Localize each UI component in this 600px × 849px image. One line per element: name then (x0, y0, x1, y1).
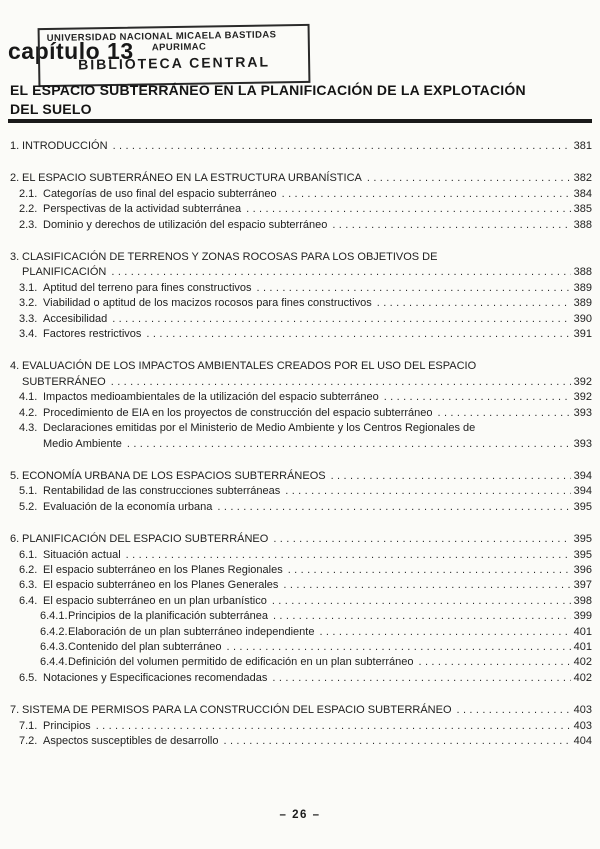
toc-entry-number: 4.2. (19, 406, 38, 419)
toc-entry-page: 381 (573, 140, 592, 152)
toc-entry (10, 171, 592, 186)
toc-entry-number: 4.1. (19, 391, 38, 404)
toc-entry (10, 359, 592, 390)
toc-entry-page: 393 (573, 406, 592, 419)
toc-entry-page: 392 (573, 391, 592, 404)
toc-dot-leader (332, 218, 570, 233)
toc-entry-number: 5.2. (19, 500, 38, 513)
toc-entry-label: PLANIFICACIÓN DEL ESPACIO SUBTERRÁNEO (22, 533, 269, 546)
toc-entry-body (43, 296, 592, 311)
toc-entry-number: 6. (10, 533, 20, 546)
page-title-line2: DEL SUELO (10, 101, 92, 117)
toc-entry-body (43, 484, 592, 499)
toc-entry-label: Definición del volumen permitido de edificación en un plan subterráneo (68, 656, 414, 669)
toc-dot-leader (319, 625, 570, 640)
toc-dot-leader (217, 500, 570, 515)
toc-entry-page: 390 (573, 312, 592, 325)
toc-entry (19, 406, 592, 421)
page-title (10, 81, 590, 119)
toc-entry-page: 388 (573, 266, 592, 279)
toc-entry-body (43, 187, 592, 202)
toc-entry (19, 578, 592, 593)
toc-entry-page: 395 (573, 533, 592, 546)
toc-entry-body (43, 421, 592, 452)
toc-dot-leader (223, 734, 570, 749)
toc-entry (19, 390, 592, 405)
toc-entry-line (43, 548, 592, 563)
toc-entry-label: Accesibilidad (43, 312, 108, 325)
toc-entry-label: El espacio subterráneo en un plan urbanístico (43, 594, 267, 607)
toc-entry-number: 6.3. (19, 579, 38, 592)
toc-entry-line (43, 594, 592, 609)
toc-entry-label: Rentabilidad de las construcciones subterráneas (43, 485, 281, 498)
footer-page-number: – 26 – (279, 809, 321, 821)
toc-entry (40, 640, 592, 655)
toc-dot-leader (331, 469, 571, 484)
toc-entry-body (22, 139, 592, 154)
toc-entry-label: SUBTERRÁNEO (22, 375, 106, 388)
toc-entry-label: Evaluación de la economía urbana (43, 500, 213, 513)
toc-entry-line (43, 406, 592, 421)
toc-entry-number: 2.2. (19, 203, 38, 216)
toc-entry (10, 532, 592, 547)
toc-entry-line (43, 578, 592, 593)
toc-entry-line (22, 532, 592, 547)
toc-entry-body (43, 594, 592, 609)
toc-entry-body (43, 734, 592, 749)
toc-entry-number: 3. (10, 251, 20, 264)
toc-entry-number: 3.4. (19, 328, 38, 341)
toc-dot-leader (112, 312, 570, 327)
toc-entry-line (43, 218, 592, 233)
toc-entry (19, 421, 592, 452)
toc-entry-label: Factores restrictivos (43, 328, 142, 341)
toc-entry-body (68, 609, 592, 624)
toc-dot-leader (285, 484, 570, 499)
toc-entry-number: 1. (10, 140, 20, 152)
toc-entry-body (68, 625, 592, 640)
toc-entry (10, 703, 592, 718)
toc-entry-page: 401 (573, 640, 592, 653)
page-header (0, 0, 600, 130)
toc-entry-page: 395 (573, 548, 592, 561)
toc-entry-page: 389 (573, 297, 592, 310)
toc-entry-label: Categorías de uso final del espacio subterráneo (43, 187, 277, 200)
toc-entry-page: 394 (573, 485, 592, 498)
toc-entry-number: 7.1. (19, 719, 38, 732)
toc-entry-label: Medio Ambiente (43, 437, 122, 450)
toc-entry-body (22, 532, 592, 547)
toc-entry-body (43, 500, 592, 515)
toc-entry-body (43, 202, 592, 217)
toc-entry-number: 7.2. (19, 735, 38, 747)
toc-entry (10, 139, 592, 154)
toc-entry-page: 382 (573, 172, 592, 185)
toc-entry-page: 402 (573, 656, 592, 669)
toc-entry-label: PLANIFICACIÓN (22, 266, 107, 279)
toc-entry-label: Impactos medioambientales de la utilización del espacio subterráneo (43, 391, 379, 404)
toc-entry-body (43, 671, 592, 686)
toc-entry-page: 397 (573, 579, 592, 592)
toc-entry-line (43, 202, 592, 217)
toc-entry-number: 6.4.1. (40, 610, 68, 623)
title-underline (8, 119, 592, 123)
toc-entry-body (22, 703, 592, 718)
toc-entry-body (43, 312, 592, 327)
toc-entry (19, 719, 592, 734)
toc-entry-page: 399 (573, 610, 592, 623)
toc-entry-number: 3.1. (19, 281, 38, 294)
toc-entry-line (43, 671, 592, 686)
toc-dot-leader (227, 640, 571, 655)
toc-entry-body (68, 655, 592, 670)
toc-entry-line (68, 640, 592, 655)
toc-entry-number: 6.1. (19, 548, 38, 561)
toc-entry (19, 563, 592, 578)
toc-entry-page: 404 (573, 735, 592, 747)
toc-entry (19, 734, 592, 749)
toc-entry-number: 7. (10, 704, 20, 717)
toc-entry-number: 5.1. (19, 485, 38, 498)
toc-entry-page: 388 (573, 218, 592, 231)
toc-dot-leader (257, 281, 571, 296)
toc-entry-number: 2.3. (19, 218, 38, 231)
stamp-university-name: UNIVERSIDAD NACIONAL MICAELA BASTIDAS (46, 29, 277, 44)
toc-entry-body (22, 171, 592, 186)
toc-entry-label: Notaciones y Especificaciones recomendadas (43, 671, 268, 684)
toc-entry-line (43, 719, 592, 734)
toc-entry-body (68, 640, 592, 655)
toc-dot-leader (272, 594, 571, 609)
toc-entry (19, 500, 592, 515)
toc-entry (19, 484, 592, 499)
toc-entry (19, 296, 592, 311)
toc-entry-page: 389 (573, 281, 592, 294)
toc-entry-body (22, 359, 592, 390)
toc-dot-leader (126, 548, 571, 563)
toc-entry-number: 4. (10, 360, 20, 373)
toc-entry-line (43, 327, 592, 342)
toc-entry-line (68, 655, 592, 670)
toc-dot-leader (111, 265, 570, 280)
toc-entry-page: 385 (573, 203, 592, 216)
toc-entry-number: 2.1. (19, 187, 38, 200)
toc-dot-leader (367, 171, 571, 186)
library-stamp (38, 24, 311, 87)
toc-entry-body (43, 281, 592, 296)
toc-entry-line (43, 734, 592, 749)
toc-entry-label: Elaboración de un plan subterráneo independiente (68, 625, 315, 638)
toc-entry-body (43, 578, 592, 593)
toc-entry-preline: Declaraciones emitidas por el Ministerio de Medio Ambiente y los Centros Regionales de (43, 422, 476, 435)
toc-entry-page: 396 (573, 563, 592, 576)
toc-entry-label: Situación actual (43, 548, 121, 561)
toc-entry-body (43, 563, 592, 578)
toc-entry-body (43, 390, 592, 405)
toc-entry-line (22, 469, 592, 484)
toc-entry-label: INTRODUCCIÓN (22, 140, 108, 152)
toc-dot-leader (283, 578, 570, 593)
toc-entry-body (43, 719, 592, 734)
toc-entry-number: 4.3. (19, 422, 38, 435)
toc-entry-label: Perspectivas de la actividad subterránea (43, 203, 242, 216)
toc-entry-page: 403 (573, 704, 592, 717)
toc-entry (19, 281, 592, 296)
toc-entry-label: EL ESPACIO SUBTERRÁNEO EN LA ESTRUCTURA URBANÍSTICA (22, 172, 362, 185)
toc-entry-line (43, 437, 592, 452)
toc-entry-body (43, 218, 592, 233)
toc-entry (40, 655, 592, 670)
toc-entry-line (22, 139, 592, 154)
toc-entry-number: 6.4.2. (40, 625, 68, 638)
toc-entry (10, 250, 592, 281)
toc-dot-leader (273, 532, 570, 547)
toc-entry (19, 671, 592, 686)
toc-entry-line (22, 703, 592, 718)
toc-entry-number: 6.4. (19, 594, 38, 607)
toc-entry-page: 394 (573, 469, 592, 482)
toc-dot-leader (288, 563, 571, 578)
toc-entry-body (43, 406, 592, 421)
toc-entry-line (43, 281, 592, 296)
table-of-contents (10, 139, 592, 749)
toc-entry-number: 2. (10, 172, 20, 185)
toc-entry (19, 187, 592, 202)
toc-entry-preline: EVALUACIÓN DE LOS IMPACTOS AMBIENTALES CREADOS POR EL USO DEL ESPACIO (22, 360, 477, 373)
toc-entry-label: Aptitud del terreno para fines constructivos (43, 281, 252, 294)
toc-entry-line (22, 265, 592, 280)
toc-entry-label: Dominio y derechos de utilización del espacio subterráneo (43, 218, 328, 231)
toc-entry (40, 609, 592, 624)
toc-entry-line (43, 187, 592, 202)
toc-entry (19, 202, 592, 217)
toc-entry-label: Principios (43, 719, 91, 732)
toc-entry-number: 3.2. (19, 297, 38, 310)
toc-entry-number: 6.5. (19, 671, 38, 684)
toc-entry (19, 327, 592, 342)
toc-entry-page: 403 (573, 719, 592, 732)
toc-entry-label: SISTEMA DE PERMISOS PARA LA CONSTRUCCIÓN DEL ESPACIO SUBTERRÁNEO (22, 704, 452, 717)
toc-entry-page: 384 (573, 187, 592, 200)
toc-entry (40, 625, 592, 640)
toc-dot-leader (111, 375, 571, 390)
toc-entry-preline: CLASIFICACIÓN DE TERRENOS Y ZONAS ROCOSAS PARA LOS OBJETIVOS DE (22, 251, 438, 264)
toc-entry-body (43, 548, 592, 563)
toc-entry-line (68, 625, 592, 640)
toc-dot-leader (273, 609, 571, 624)
toc-entry-label: Procedimiento de EIA en los proyectos de construcción del espacio subterráneo (43, 406, 433, 419)
toc-entry-line (22, 171, 592, 186)
toc-dot-leader (384, 390, 571, 405)
toc-entry-label: Principios de la planificación subterránea (68, 610, 268, 623)
toc-dot-leader (246, 202, 571, 217)
toc-entry-body (43, 327, 592, 342)
toc-dot-leader (96, 719, 571, 734)
toc-entry-number: 6.4.4. (40, 656, 68, 669)
toc-entry-number: 3.3. (19, 312, 38, 325)
toc-entry-page: 398 (573, 594, 592, 607)
toc-entry-label: El espacio subterráneo en los Planes Generales (43, 579, 279, 592)
toc-dot-leader (113, 139, 571, 154)
stamp-region-name: APURIMAC (151, 41, 207, 54)
toc-entry (19, 218, 592, 233)
toc-entry-page: 401 (573, 625, 592, 638)
toc-entry-line (68, 609, 592, 624)
toc-entry-line (43, 484, 592, 499)
toc-entry (10, 469, 592, 484)
toc-entry (19, 594, 592, 609)
toc-entry-page: 393 (573, 437, 592, 450)
toc-entry-label: Viabilidad o aptitud de los macizos rocosos para fines constructivos (43, 297, 372, 310)
toc-entry-label: Aspectos susceptibles de desarrollo (43, 735, 219, 747)
toc-entry-line (43, 500, 592, 515)
toc-entry-label: Contenido del plan subterráneo (68, 640, 222, 653)
toc-dot-leader (146, 327, 570, 342)
toc-entry-body (22, 250, 592, 281)
toc-entry-number: 6.4.3. (40, 640, 68, 653)
toc-entry-line (22, 375, 592, 390)
toc-entry (19, 548, 592, 563)
toc-dot-leader (272, 671, 570, 686)
toc-dot-leader (438, 406, 571, 421)
toc-dot-leader (377, 296, 571, 311)
toc-entry-number: 5. (10, 469, 20, 482)
toc-entry-line (43, 563, 592, 578)
chapter-label: capítulo 13 (8, 38, 134, 64)
toc-entry-label: El espacio subterráneo en los Planes Regionales (43, 563, 283, 576)
stamp-library-name: BIBLIOTECA CENTRAL (78, 53, 271, 73)
toc-entry-page: 392 (573, 375, 592, 388)
toc-entry-page: 402 (573, 671, 592, 684)
toc-entry-body (22, 469, 592, 484)
toc-entry-line (43, 312, 592, 327)
toc-dot-leader (282, 187, 571, 202)
toc-entry-number: 6.2. (19, 563, 38, 576)
page-title-line1: EL ESPACIO SUBTERRÁNEO EN LA PLANIFICACIÓN DE LA EXPLOTACIÓN (10, 82, 526, 98)
toc-entry-page: 391 (573, 328, 592, 341)
toc-dot-leader (419, 655, 571, 670)
toc-entry (19, 312, 592, 327)
toc-entry-line (43, 390, 592, 405)
toc-dot-leader (457, 703, 571, 718)
toc-entry-label: ECONOMÍA URBANA DE LOS ESPACIOS SUBTERRÁNEOS (22, 469, 326, 482)
toc-entry-line (43, 296, 592, 311)
toc-dot-leader (127, 437, 571, 452)
toc-entry-page: 395 (573, 500, 592, 513)
